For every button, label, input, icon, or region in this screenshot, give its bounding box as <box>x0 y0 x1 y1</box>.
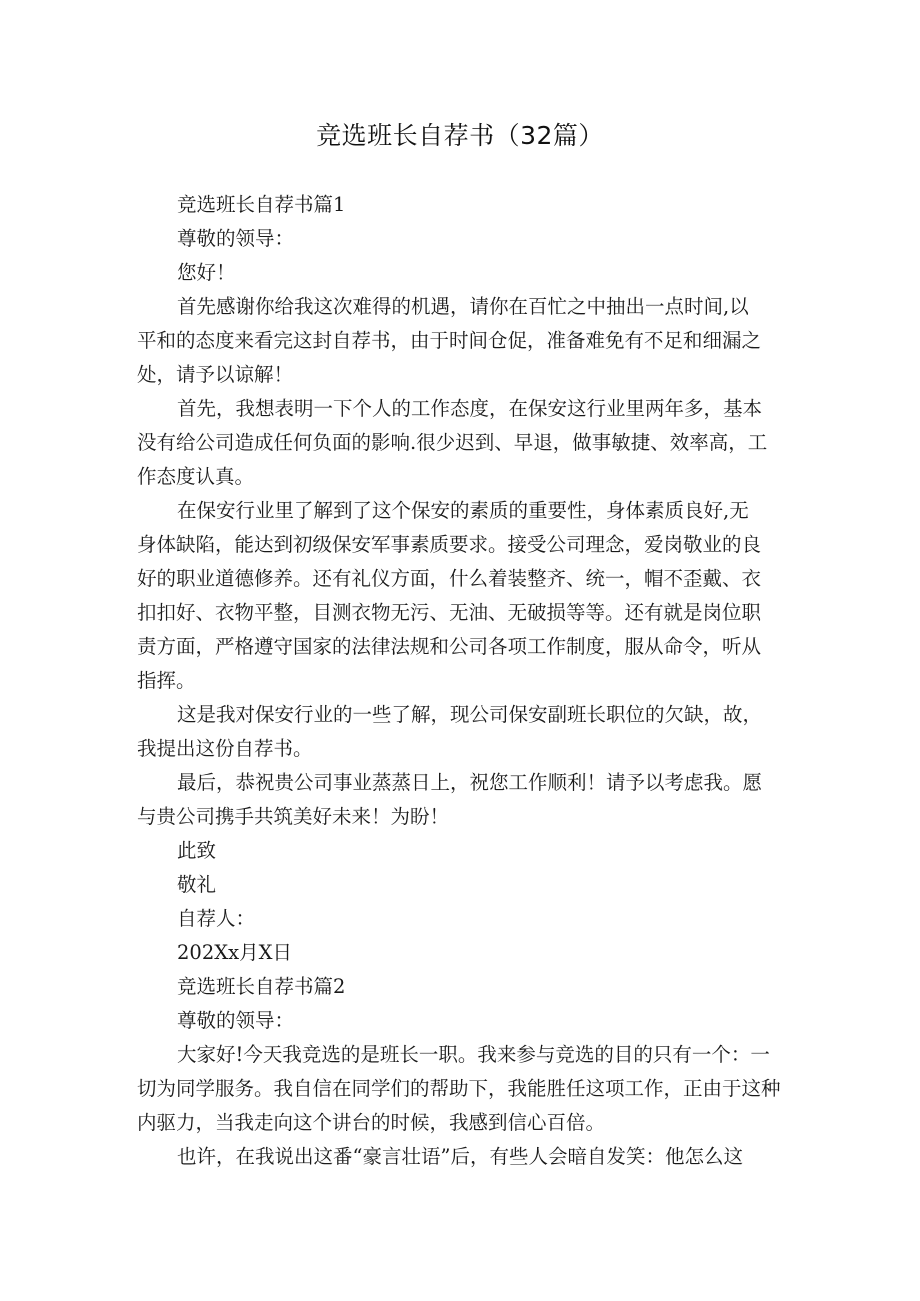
text-line: 最后，恭祝贵公司事业蒸蒸日上，祝您工作顺利！请予以考虑我。愿 <box>177 771 763 794</box>
signature-line <box>137 902 785 936</box>
text-line: 切为同学服务。我自信在同学们的帮助下，我能胜任这项工作，正由于这种 <box>137 1077 781 1100</box>
text-line: 处，请予以谅解！ <box>137 363 294 386</box>
salutation <box>137 222 785 256</box>
text-line: 平和的态度来看完这封自荐书，由于时间仓促，准备难免有不足和细漏之 <box>137 329 762 352</box>
text-line: 我提出这份自荐书。 <box>137 737 313 760</box>
text-line: 也许，在我说出这番“豪言壮语”后，有些人会暗自发笑：他怎么这 <box>177 1145 743 1168</box>
section-heading-1 <box>137 188 785 222</box>
text-line: 首先感谢你给我这次难得的机遇，请你在百忙之中抽出一点时间,以 <box>177 295 749 318</box>
date-line <box>137 936 785 970</box>
text-line: 尊敬的领导： <box>177 227 295 250</box>
paragraph <box>137 766 785 834</box>
text-line: 竞选班长自荐书篇2 <box>177 975 346 998</box>
paragraph <box>137 1140 785 1174</box>
salutation <box>137 1004 785 1038</box>
paragraph <box>137 698 785 766</box>
closing-line <box>137 834 785 868</box>
text-line: 身体缺陷，能达到初级保安军事素质要求。接受公司理念，爱岗敬业的良 <box>137 533 762 556</box>
text-line: 202Xx月X日 <box>177 941 292 964</box>
greeting <box>137 256 785 290</box>
text-line: 竞选班长自荐书篇1 <box>177 193 346 216</box>
paragraph <box>137 494 785 698</box>
document-title: 竞选班长自荐书（32篇） <box>316 121 604 150</box>
text-line: 内驱力，当我走向这个讲台的时候，我感到信心百倍。 <box>137 1111 606 1134</box>
text-line: 尊敬的领导： <box>177 1009 295 1032</box>
text-line: 这是我对保安行业的一些了解，现公司保安副班长职位的欠缺，故， <box>177 703 763 726</box>
text-line: 自荐人： <box>177 907 256 930</box>
section-heading-2 <box>137 970 785 1004</box>
text-line: 指挥。 <box>137 669 196 692</box>
text-line: 首先，我想表明一下个人的工作态度，在保安这行业里两年多，基本 <box>177 397 763 420</box>
text-line: 没有给公司造成任何负面的影响.很少迟到、早退，做事敏捷、效率高，工 <box>137 431 768 454</box>
text-line: 敬礼 <box>177 873 217 896</box>
paragraph <box>137 392 785 494</box>
text-line: 扣扣好、衣物平整，目测衣物无污、无油、无破损等等。还有就是岗位职 <box>137 601 762 624</box>
text-line: 作态度认真。 <box>137 465 255 488</box>
paragraph <box>137 1038 785 1140</box>
text-line: 在保安行业里了解到了这个保安的素质的重要性，身体素质良好,无 <box>177 499 749 522</box>
text-line: 与贵公司携手共筑美好未来！为盼！ <box>137 805 450 828</box>
text-line: 责方面，严格遵守国家的法律法规和公司各项工作制度，服从命令，听从 <box>137 635 762 658</box>
document-body <box>137 188 785 1174</box>
text-line: 您好！ <box>177 261 236 284</box>
paragraph <box>137 290 785 392</box>
text-line: 大家好!今天我竞选的是班长一职。我来参与竞选的目的只有一个：一 <box>177 1043 770 1066</box>
closing-line <box>137 868 785 902</box>
text-line: 此致 <box>177 839 217 862</box>
text-line: 好的职业道德修养。还有礼仪方面，什么着装整齐、统一，帽不歪戴、衣 <box>137 567 762 590</box>
